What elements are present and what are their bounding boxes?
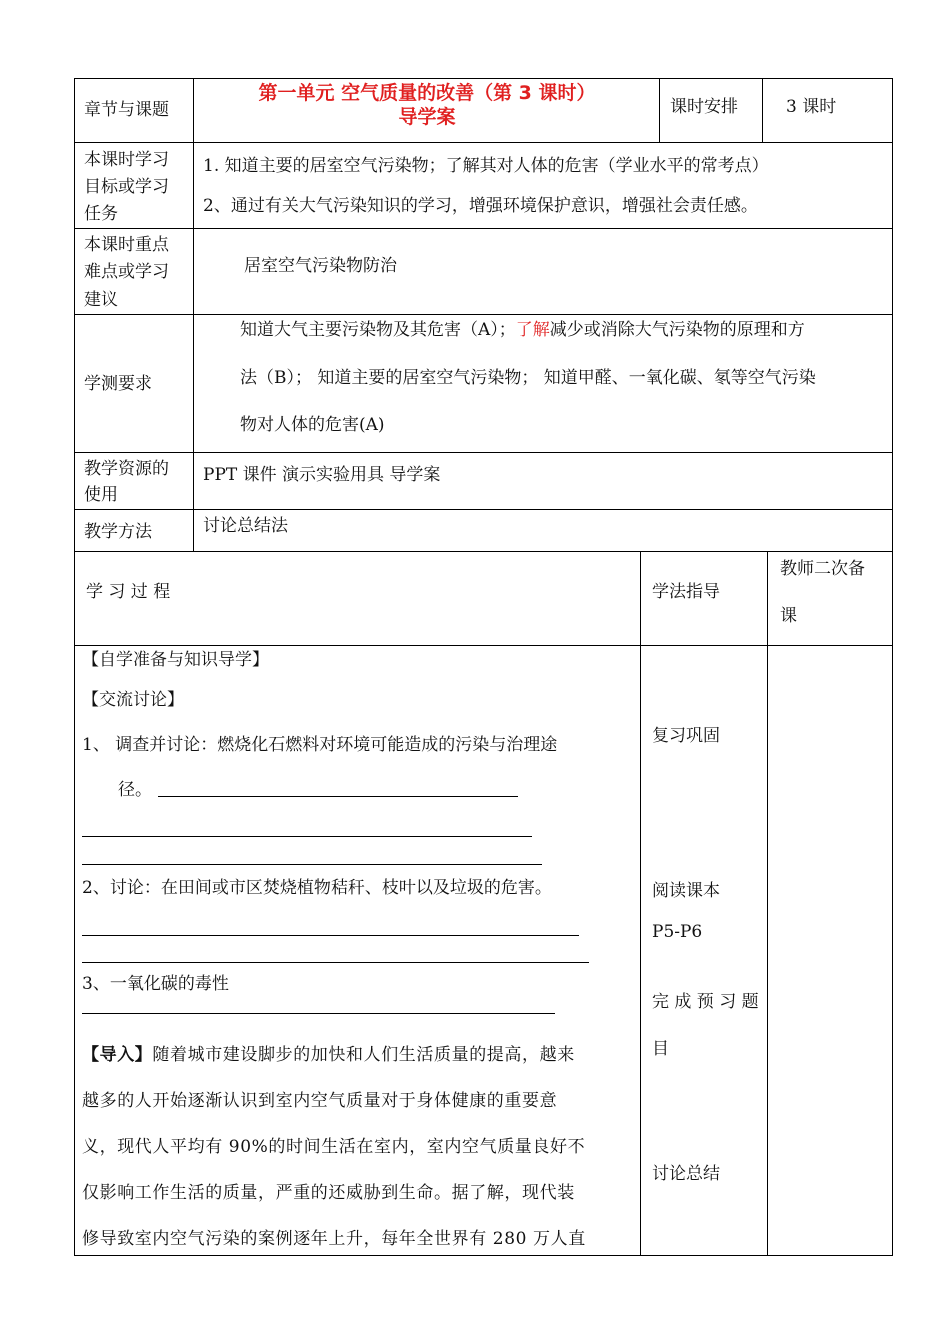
answer-blank[interactable] (82, 935, 579, 936)
goals-label-line: 目标或学习 (84, 177, 169, 197)
resources-label-line: 使用 (84, 485, 118, 505)
intro-line: 仅影响工作生活的质量，严重的还威胁到生命。据了解，现代装 (82, 1183, 575, 1203)
requirements-highlight: 了解 (515, 320, 550, 340)
intro-line: 义，现代人平均有 90%的时间生活在室内，室内空气质量良好不 (82, 1137, 586, 1157)
guidance-item-cont: P5-P6 (652, 922, 703, 942)
resources-text: PPT 课件 演示实验用具 导学案 (203, 465, 441, 485)
resources-label-line: 教学资源的 (84, 459, 169, 479)
question-1-cont: 径。 (118, 780, 152, 800)
teacher-notes-header: 教师二次备 (780, 559, 865, 579)
answer-blank[interactable] (82, 836, 532, 837)
focus-label-line: 难点或学习 (84, 262, 169, 282)
intro-line (82, 1043, 575, 1067)
schedule-label: 课时安排 (670, 97, 738, 117)
process-header: 学 习 过 程 (86, 582, 171, 602)
goal-item: 1. 知道主要的居室空气污染物；了解其对人体的危害（学业水平的常考点） (203, 156, 769, 176)
question-3: 3、一氧化碳的毒性 (82, 974, 229, 994)
guidance-item: 阅读课本 (652, 881, 720, 901)
answer-blank[interactable] (82, 962, 589, 963)
requirements-text: 减少或消除大气污染物的原理和方 (549, 320, 805, 340)
teacher-notes-header-cont: 课 (780, 606, 797, 626)
guidance-item: 讨论总结 (652, 1164, 720, 1184)
question-2: 2、讨论：在田间或市区焚烧植物秸秆、枝叶以及垃圾的危害。 (82, 878, 552, 898)
guidance-item: 完 成 预 习 题 (652, 992, 759, 1012)
focus-label-line: 建议 (84, 290, 118, 310)
guidance-item: 复习巩固 (652, 726, 720, 746)
intro-line: 越多的人开始逐渐认识到室内空气质量对于身体健康的重要意 (82, 1091, 558, 1111)
method-label: 教学方法 (84, 522, 152, 542)
focus-text: 居室空气污染物防治 (244, 256, 397, 276)
method-text: 讨论总结法 (203, 516, 288, 536)
answer-blank[interactable] (158, 796, 518, 797)
intro-tag: 【导入】 (82, 1045, 153, 1065)
requirements-text: 知道大气主要污染物及其危害（A）； (240, 320, 516, 340)
requirements-line-1 (240, 318, 805, 342)
requirements-line-2: 法（B）； 知道主要的居室空气污染物； 知道甲醛、一氧化碳、氡等空气污染 (240, 368, 816, 388)
lesson-title-line1: 第一单元 空气质量的改善（第 3 课时） (258, 82, 596, 104)
intro-text: 随着城市建设脚步的加快和人们生活质量的提高，越来 (152, 1045, 575, 1065)
question-1: 1、 调查并讨论：燃烧化石燃料对环境可能造成的污染与治理途 (82, 735, 558, 755)
focus-label-line: 本课时重点 (84, 235, 169, 255)
goal-item: 2、通过有关大气污染知识的学习，增强环境保护意识，增强社会责任感。 (203, 196, 758, 216)
answer-blank[interactable] (82, 1013, 555, 1014)
section-heading: 【交流讨论】 (82, 690, 184, 710)
guidance-item-cont: 目 (652, 1039, 669, 1059)
answer-blank[interactable] (82, 864, 542, 865)
goals-label-line: 本课时学习 (84, 150, 169, 170)
requirements-label: 学测要求 (84, 374, 152, 394)
section-heading: 【自学准备与知识导学】 (82, 650, 269, 670)
goals-label-line: 任务 (84, 204, 118, 224)
guidance-header: 学法指导 (652, 582, 720, 602)
intro-line: 修导致室内空气污染的案例逐年上升，每年全世界有 280 万人直 (82, 1229, 586, 1249)
requirements-line-3: 物对人体的危害(A) (240, 415, 385, 435)
schedule-value: 3 课时 (786, 97, 837, 117)
lesson-title-line2: 导学案 (398, 106, 456, 128)
chapter-label: 章节与课题 (84, 100, 169, 120)
